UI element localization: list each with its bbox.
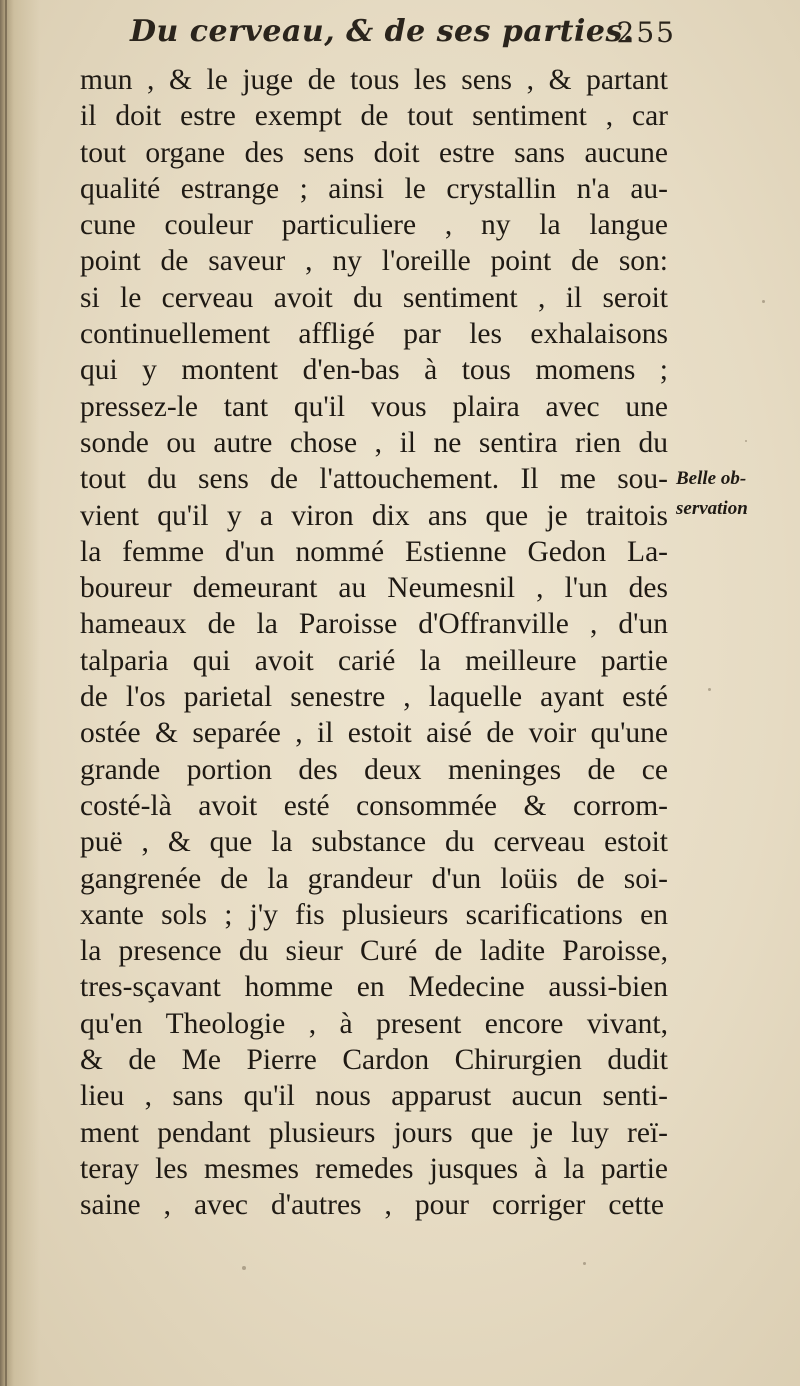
text-line: puë , & que la substance du cerveau estoit [80,826,668,859]
text-line: tres-sçavant homme en Medecine aussi-bien [80,971,668,1004]
text-line: ostée & separée , il estoit aisé de voir qu'une [80,717,668,750]
paper-speck [762,300,765,303]
text-line: boureur demeurant au Neumesnil , l'un des [80,572,668,605]
text-line: hameaux de la Paroisse d'Offranville , d'un [80,608,668,641]
text-line: tout organe des sens doit estre sans aucune [80,136,668,169]
text-line: la femme d'un nommé Estienne Gedon La- [80,535,668,568]
text-line: point de saveur , ny l'oreille point de son: [80,245,668,278]
paper-speck [583,1262,586,1265]
text-line: il doit estre exempt de tout sentiment , car [80,100,668,133]
text-line: vient qu'il y a viron dix ans que je traitois [80,499,668,532]
running-title: Du cerveau, & de ses parties. [130,14,634,49]
text-line: de l'os parietal senestre , laquelle ayant esté [80,681,668,714]
text-line: grande portion des deux meninges de ce [80,753,668,786]
paper-speck [242,1266,246,1270]
page-header [80,14,680,64]
text-line: si le cerveau avoit du sentiment , il seroit [80,281,668,314]
paper-speck [708,688,711,691]
page-number: 255 [616,16,676,49]
text-line: qualité estrange ; ainsi le crystallin n'a au- [80,172,668,205]
text-line: continuellement affligé par les exhalaisons [80,318,668,351]
margin-note-line: Belle ob- [676,468,747,489]
text-line: saine , avec d'autres , pour corriger cette [80,1189,664,1222]
page-edge [5,0,7,1386]
text-line: teray les mesmes remedes jusques à la partie [80,1152,668,1185]
text-line: gangrenée de la grandeur d'un loüis de soi- [80,862,668,895]
text-line: mun , & le juge de tous les sens , & partant [80,64,668,96]
text-line: tout du sens de l'attouchement. Il me sou- [80,463,668,496]
text-line: qui y montent d'en-bas à tous momens ; [80,354,668,387]
paper-speck [745,440,747,442]
text-line: & de Me Pierre Cardon Chirurgien dudit [80,1044,668,1077]
text-line: la presence du sieur Curé de ladite Paroisse, [80,935,668,968]
text-line: pressez-le tant qu'il vous plaira avec une [80,390,668,423]
margin-note-line: servation [676,498,748,519]
text-line: qu'en Theologie , à present encore vivant, [80,1007,668,1040]
text-line: ment pendant plusieurs jours que je luy reï- [80,1116,668,1149]
text-line: costé-là avoit esté consommée & corrom- [80,789,668,822]
text-line: cune couleur particuliere , ny la langue [80,209,668,242]
text-line: talparia qui avoit carié la meilleure partie [80,644,668,677]
text-line: lieu , sans qu'il nous apparust aucun senti- [80,1080,668,1113]
text-line: xante sols ; j'y fis plusieurs scarifications en [80,898,668,931]
body-text [80,62,680,1224]
margin-note [676,464,800,524]
text-line: sonde ou autre chose , il ne sentira rien du [80,426,668,459]
